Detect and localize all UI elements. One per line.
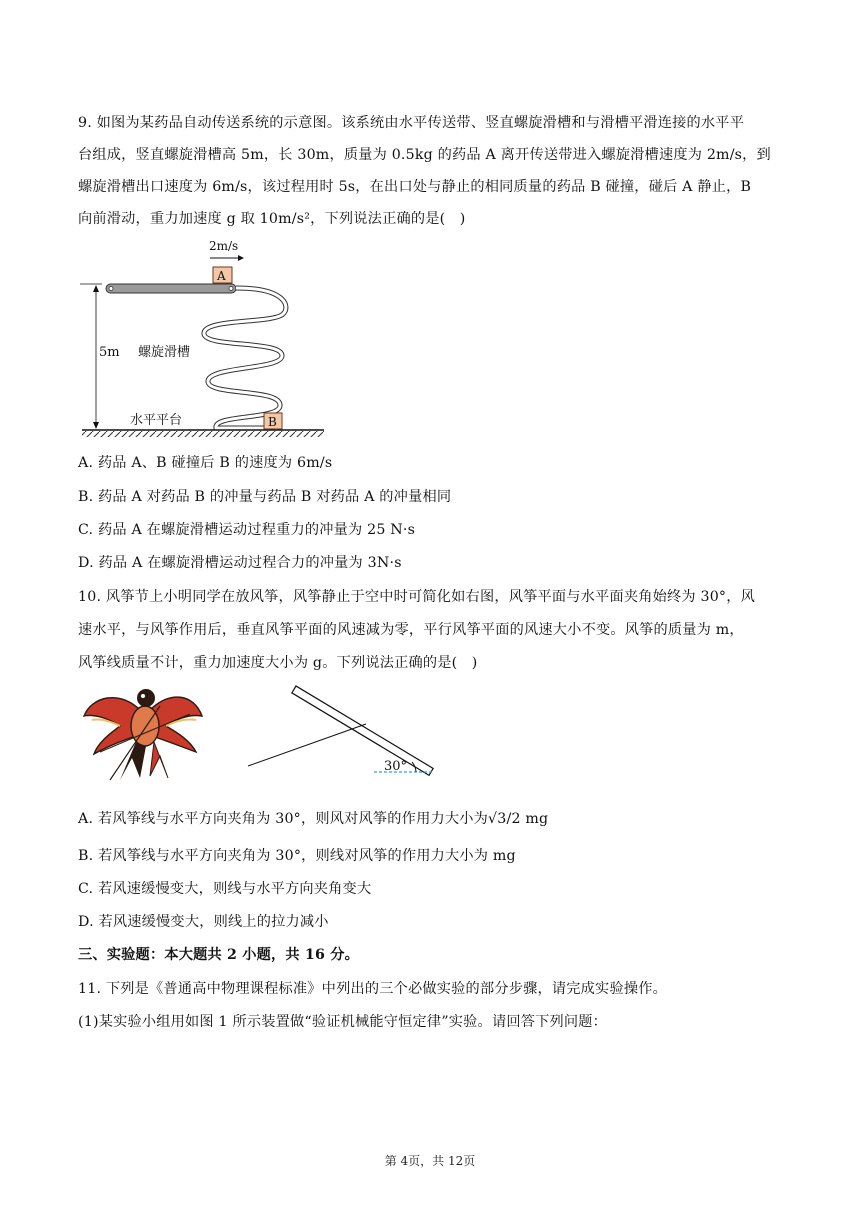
q9-option-c: C. 药品 A 在螺旋滑槽运动过程重力的冲量为 25 N·s <box>78 522 416 538</box>
slide-label: 螺旋滑槽 <box>138 345 191 360</box>
q10-option-b: B. 若风筝线与水平方向夹角为 30°，则线对风筝的作用力大小为 mg <box>78 848 516 864</box>
q9-line-4: 向前滑动，重力加速度 g 取 10m/s²，下列说法正确的是( ) <box>78 211 466 227</box>
block-b-label: B <box>268 415 277 429</box>
q9-line-2: 台组成，竖直螺旋滑槽高 5m，长 30m，质量为 0.5kg 的药品 A 离开传送带进入螺旋滑槽速度为 2m/s，到 <box>78 147 771 163</box>
q9-option-a: A. 药品 A、B 碰撞后 B 的速度为 6m/s <box>78 455 333 471</box>
q10-line-3: 风筝线质量不计，重力加速度大小为 g。下列说法正确的是( ) <box>78 655 478 671</box>
q10-option-c: C. 若风速缓慢变大，则线与水平方向夹角变大 <box>78 881 372 897</box>
kite-string <box>248 724 366 766</box>
speed-arrowhead <box>238 255 244 261</box>
conveyor-belt <box>106 284 236 293</box>
q9-line-1: 9. 如图为某药品自动传送系统的示意图。该系统由水平传送带、竖直螺旋滑槽和与滑槽平滑连接的水平平 <box>78 115 745 131</box>
kite-diagram <box>244 680 444 780</box>
q9-line-3: 螺旋滑槽出口速度为 6m/s，该过程用时 5s，在出口处与静止的相同质量的药品 B 碰撞，碰后 A 静止，B <box>78 179 752 195</box>
kite-plane <box>292 686 433 775</box>
platform-hatching <box>82 431 324 437</box>
q9-figure <box>78 236 338 442</box>
height-label: 5m <box>99 345 120 360</box>
kite-illustration <box>80 680 206 784</box>
q10-line-1: 10. 风筝节上小明同学在放风筝，风筝静止于空中时可简化如右图，风筝平面与水平面夹角始终为 30°，风 <box>78 589 755 605</box>
q11-line-1: 11. 下列是《普通高中物理课程标准》中列出的三个必做实验的部分步骤，请完成实验操作。 <box>78 981 667 997</box>
q10-line-2: 速水平，与风筝作用后，垂直风筝平面的风速减为零，平行风筝平面的风速大小不变。风筝的质量为 m， <box>78 622 744 638</box>
speed-label: 2m/s <box>209 239 239 253</box>
angle-label: 30° <box>384 759 408 774</box>
page-number: 第 4页，共 12页 <box>384 1154 476 1168</box>
section-heading: 三、实验题：本大题共 2 小题，共 16 分。 <box>78 947 359 963</box>
spiral-chute <box>204 288 286 428</box>
q9-option-d: D. 药品 A 在螺旋滑槽运动过程合力的冲量为 3N·s <box>78 555 402 571</box>
platform-label: 水平平台 <box>130 413 183 428</box>
q10-option-a: A. 若风筝线与水平方向夹角为 30°，则风对风筝的作用力大小为√3/2 mg <box>78 811 549 827</box>
block-a-label: A <box>217 269 226 283</box>
q9-option-b: B. 药品 A 对药品 B 的冲量与药品 B 对药品 A 的冲量相同 <box>78 489 452 505</box>
q10-option-d: D. 若风速缓慢变大，则线上的拉力减小 <box>78 914 329 930</box>
q11-line-2: (1)某实验小组用如图 1 所示装置做“验证机械能守恒定律”实验。请回答下列问题： <box>78 1014 608 1030</box>
